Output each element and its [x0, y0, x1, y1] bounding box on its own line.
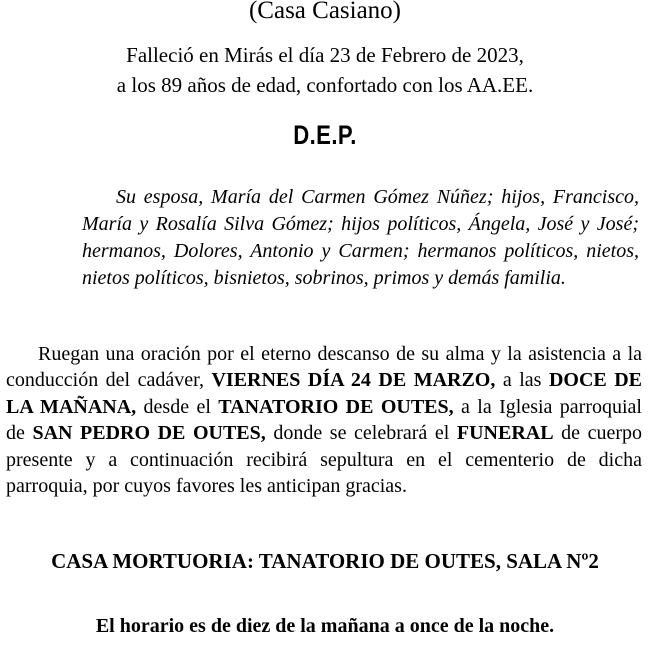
ruegan-funeral: FUNERAL	[456, 422, 554, 445]
ruegan-tanatorio: TANATORIO DE OUTES,	[218, 395, 454, 418]
familia-paragraph: Su esposa, María del Carmen Gómez Núñez; hijos, Francisco, María y Rosalía Silva Gómez; hijos políticos, Ángela, José y José; hermanos, Dolores, Antonio y Carmen; hermanos políticos, nietos, nietos políticos, bisnietos, sobrinos, primos y demás familia.	[82, 186, 639, 289]
horario-text: El horario es de diez de la mañana a once de la noche.	[95, 615, 555, 637]
ruegan-text-6: de cuerpo presente y a continuación recibirá sepultura en el cementerio de dicha parroquia, por cuyos favores les anticipan gracias.	[6, 422, 642, 498]
ruegan-text-5: donde se celebrará el	[265, 422, 457, 445]
ruegan-text-2: a las	[495, 369, 549, 392]
casa-name: (Casa Casiano)	[248, 0, 402, 24]
ruegan-paragraph	[6, 341, 642, 499]
fallecio-line-2: a los 89 años de edad, confortado con los AA.EE.	[116, 73, 534, 97]
casa-mortuoria: CASA MORTUORIA: TANATORIO DE OUTES, SALA Nº2	[51, 549, 599, 573]
ruegan-iglesia: SAN PEDRO DE OUTES,	[32, 422, 266, 445]
ruegan-text-1: Ruegan una oración por el eterno descanso de su alma y la asistencia a la conducción del cadáver,	[6, 343, 642, 392]
ruegan-text-3: desde el	[136, 395, 219, 418]
ruegan-fecha: VIERNES DÍA 24 DE MARZO,	[211, 369, 496, 392]
fallecio-text	[0, 40, 650, 100]
ruegan-hora: DOCE DE LA MAÑANA,	[6, 369, 642, 418]
dep-heading: D.E.P.	[293, 120, 357, 150]
ruegan-text-4: a la Iglesia parroquial de	[6, 395, 642, 445]
fallecio-line-1: Falleció en Mirás el día 23 de Febrero de 2023,	[126, 43, 524, 67]
